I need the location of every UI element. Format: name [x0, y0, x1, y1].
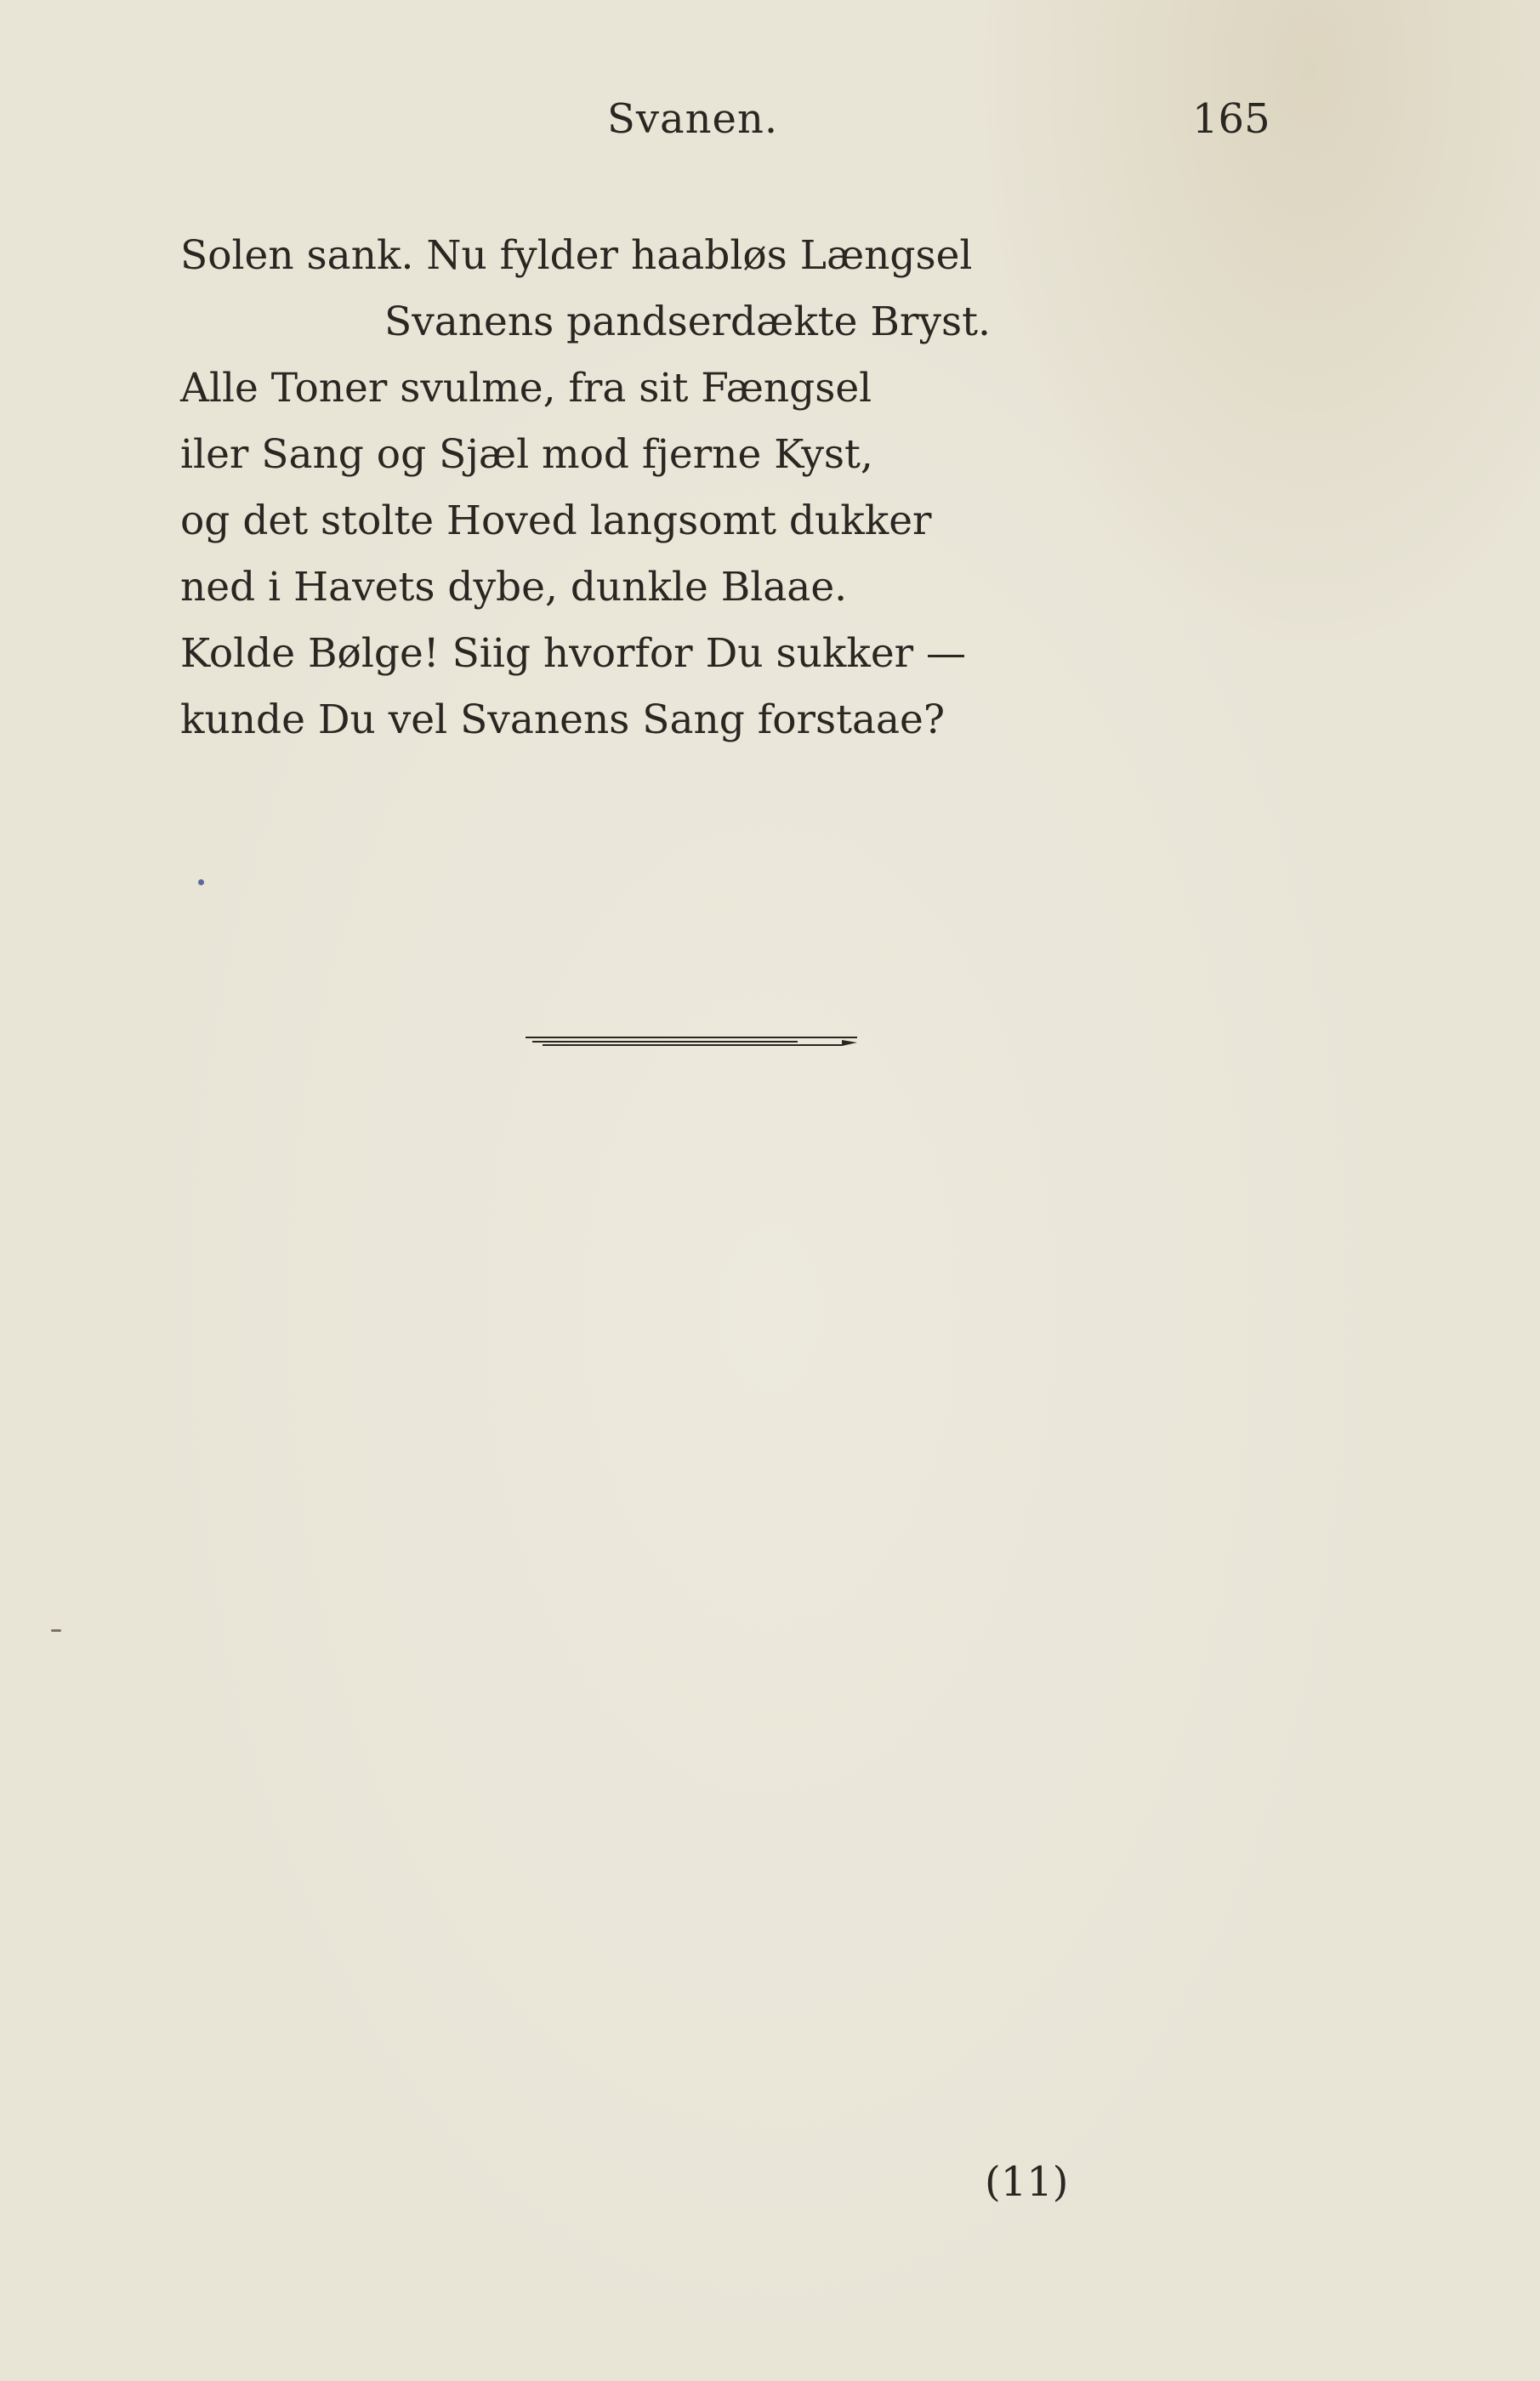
ink-speck	[198, 879, 204, 885]
end-of-poem-rule	[526, 1035, 857, 1047]
signature-mark: (11)	[985, 2158, 1069, 2206]
ink-speck	[51, 1629, 61, 1632]
poem-line: ned i Havets dybe, dunkle Blaae.	[180, 564, 848, 611]
page-number: 165	[1192, 95, 1270, 143]
poem-line: Kolde Bølge! Siig hvorfor Du sukker —	[180, 630, 967, 677]
running-head: Svanen.	[607, 95, 779, 143]
poem	[180, 223, 1286, 753]
poem-line: Svanens pandserdækte Bryst.	[384, 298, 991, 345]
poem-line: Solen sank. Nu fylder haabløs Længsel	[180, 232, 973, 279]
poem-line: Alle Toner svulme, fra sit Fængsel	[180, 365, 872, 412]
poem-line: og det stolte Hoved langsomt dukker	[180, 497, 932, 544]
poem-line: kunde Du vel Svanens Sang forstaae?	[180, 696, 946, 743]
poem-line: iler Sang og Sjæl mod fjerne Kyst,	[180, 431, 873, 478]
